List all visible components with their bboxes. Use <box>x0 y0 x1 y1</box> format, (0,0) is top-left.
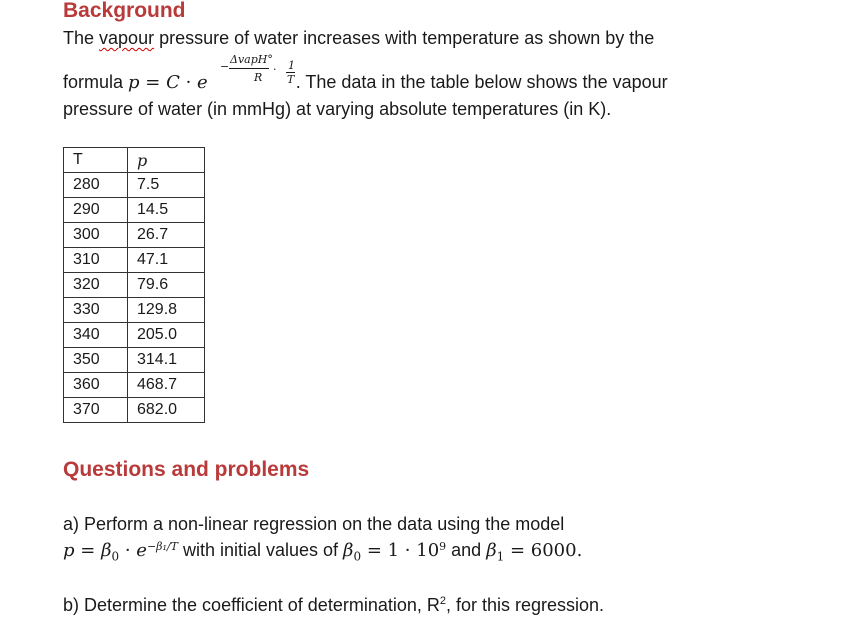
pressure-cell: 314.1 <box>128 348 205 373</box>
temperature-cell: 300 <box>64 223 128 248</box>
table-row <box>64 323 205 348</box>
vapour-pressure-table <box>63 147 205 423</box>
pressure-cell: 468.7 <box>128 373 205 398</box>
model-e: e <box>136 540 147 561</box>
init-beta1-value: = 6000. <box>504 540 583 561</box>
question-b <box>63 596 604 614</box>
header-pressure: p <box>128 148 205 173</box>
question-a-line-1: a) Perform a non-linear regression on the data using the model <box>63 514 565 534</box>
exp-fraction-bar-1 <box>229 68 269 69</box>
question-b-after: , for this regression. <box>445 595 605 615</box>
init-beta0-value: = 1 · 10 <box>361 540 440 561</box>
line2-suffix: . The data in the table below shows the vapour <box>295 72 668 92</box>
model-exponent: −β₁/T <box>146 539 178 553</box>
temperature-cell: 360 <box>64 373 128 398</box>
question-b-superscript: 2 <box>439 595 446 607</box>
pressure-cell: 7.5 <box>128 173 205 198</box>
temperature-cell: 330 <box>64 298 128 323</box>
table-row <box>64 273 205 298</box>
pressure-cell: 14.5 <box>128 198 205 223</box>
init-beta0-power: 9 <box>439 539 447 553</box>
table-row <box>64 373 205 398</box>
line1-before: The <box>63 28 100 48</box>
exp-numerator: ΔvapH° <box>230 53 273 66</box>
init-beta0-sub: 0 <box>353 549 362 564</box>
table-header-row <box>64 148 205 173</box>
model-beta0-sub: 0 <box>111 549 120 564</box>
temperature-cell: 290 <box>64 198 128 223</box>
background-line-1 <box>63 29 654 47</box>
temperature-cell: 340 <box>64 323 128 348</box>
table-row <box>64 348 205 373</box>
temperature-cell: 320 <box>64 273 128 298</box>
temperature-cell: 370 <box>64 398 128 423</box>
initial-values-text: with initial values of <box>177 540 344 560</box>
exp-den2: T <box>287 73 295 86</box>
exp-denominator: R <box>254 71 263 84</box>
model-dot: · <box>119 540 137 561</box>
question-a-line-2 <box>63 541 582 563</box>
header-temperature: T <box>64 148 128 173</box>
init-beta1: β <box>486 540 497 561</box>
line1-after: pressure of water increases with temperature as shown by the <box>154 28 655 48</box>
background-heading: Background <box>63 0 186 22</box>
pressure-cell: 26.7 <box>128 223 205 248</box>
formula-dot: · <box>179 72 198 93</box>
formula-e: e <box>197 72 208 93</box>
exp-dot: · <box>273 63 277 76</box>
table-row <box>64 198 205 223</box>
exp-minus: − <box>220 60 230 73</box>
pressure-cell: 129.8 <box>128 298 205 323</box>
table-row <box>64 173 205 198</box>
question-b-before: b) Determine the coefficient of determination, R <box>63 595 440 615</box>
pressure-cell: 682.0 <box>128 398 205 423</box>
model-beta0: β <box>101 540 112 561</box>
init-beta0: β <box>343 540 354 561</box>
model-p: p <box>63 540 75 561</box>
pressure-cell: 205.0 <box>128 323 205 348</box>
and-text: and <box>446 540 487 560</box>
pressure-cell: 79.6 <box>128 273 205 298</box>
formula-c: C <box>166 72 180 93</box>
background-line-3: pressure of water (in mmHg) at varying absolute temperatures (in K). <box>63 99 612 119</box>
line1-spellcheck-word[interactable]: vapour <box>99 28 155 48</box>
model-equals: = <box>74 540 102 561</box>
table-row <box>64 298 205 323</box>
pressure-cell: 47.1 <box>128 248 205 273</box>
table-row <box>64 248 205 273</box>
formula-p: p <box>128 72 140 93</box>
table-row <box>64 398 205 423</box>
table-row <box>64 223 205 248</box>
init-beta1-sub: 1 <box>496 549 505 564</box>
line2-prefix: formula <box>63 72 129 92</box>
temperature-cell: 280 <box>64 173 128 198</box>
background-line-2 <box>63 73 668 92</box>
temperature-cell: 350 <box>64 348 128 373</box>
formula-equals: = <box>139 72 167 93</box>
exp-num2: 1 <box>288 59 295 72</box>
temperature-cell: 310 <box>64 248 128 273</box>
questions-heading: Questions and problems <box>63 458 310 481</box>
